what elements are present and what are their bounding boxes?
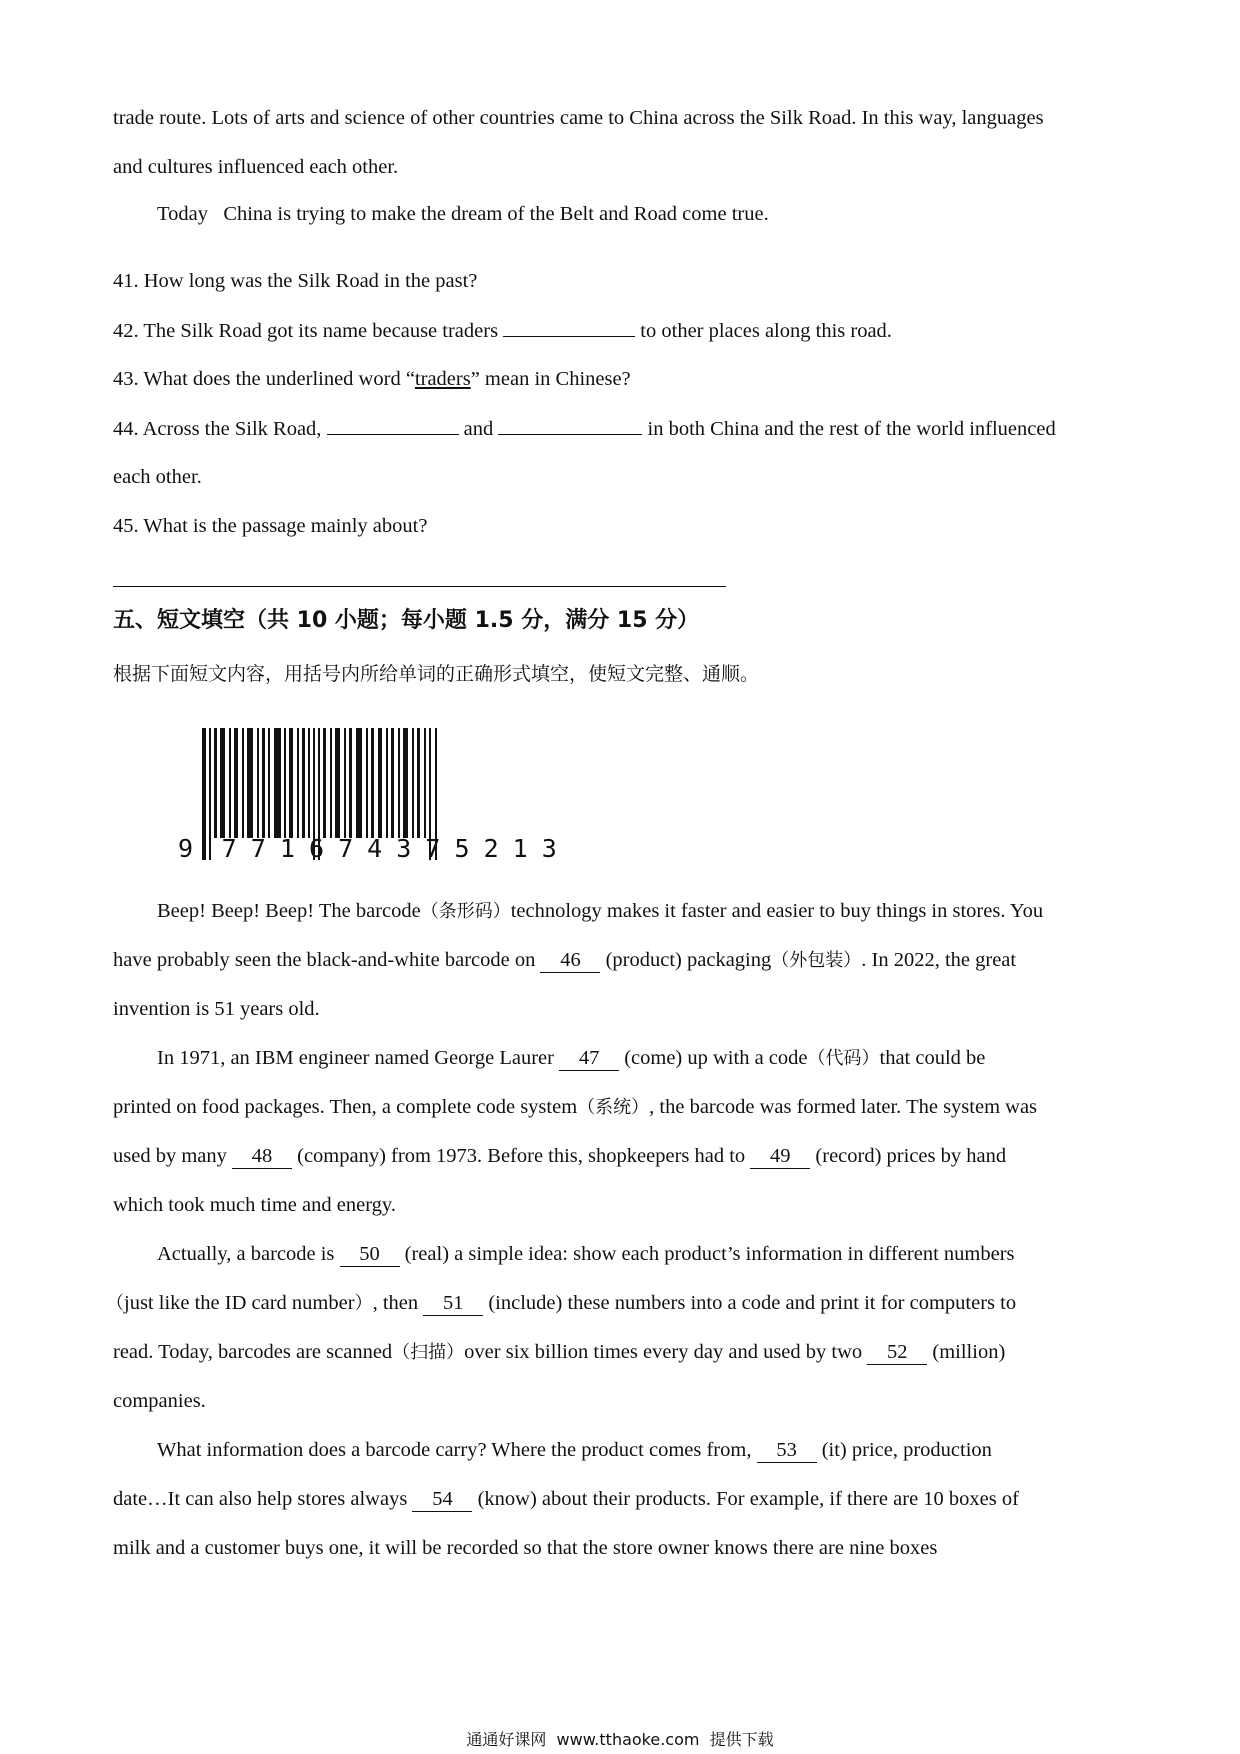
text: have probably seen the black-and-white barcode on (113, 949, 536, 971)
text: printed on food packages. Then, a complete code system (113, 1096, 578, 1118)
question-42 (113, 316, 1123, 345)
question-45: 45. What is the passage mainly about? (113, 515, 428, 537)
paragraph-4-line (113, 1485, 1123, 1513)
passage-line: trade route. Lots of arts and science of other countries came to China across the Silk Road. In this way, languages (113, 107, 1044, 129)
passage-line: Today China is trying to make the dream of the Belt and Road come true. (157, 203, 769, 225)
text: used by many (113, 1145, 227, 1167)
text: (product) packaging (605, 949, 772, 971)
text: (know) about their products. For example, if there are 10 boxes of (477, 1488, 1019, 1510)
blank-48[interactable]: 48 (232, 1144, 292, 1169)
answer-blank[interactable] (503, 316, 635, 337)
paragraph-2-line (113, 1093, 1123, 1122)
underlined-word: traders (414, 368, 471, 390)
cn-gloss: （扫描） (392, 1342, 465, 1363)
passage-line: and cultures influenced each other. (113, 156, 399, 178)
text: that could be (879, 1047, 986, 1069)
cn-gloss: （系统） (577, 1097, 650, 1118)
section-instruction: 根据下面短文内容，用括号内所给单词的正确形式填空，使短文完整、通顺。 (113, 663, 760, 685)
paragraph-1-line (113, 946, 1123, 975)
answer-line[interactable] (113, 586, 726, 587)
text: (come) up with a code (624, 1047, 808, 1069)
question-text: to other places along this road. (640, 320, 892, 342)
blank-49[interactable]: 49 (750, 1144, 810, 1169)
text: , then (372, 1292, 419, 1314)
question-text: ” mean in Chinese? (470, 368, 631, 390)
barcode-image (174, 720, 557, 870)
paragraph-1-line: invention is 51 years old. (113, 998, 320, 1020)
question-44-cont: each other. (113, 466, 202, 488)
paragraph-3-line (113, 1338, 1123, 1367)
answer-blank[interactable] (327, 414, 459, 435)
question-text: 42. The Silk Road got its name because traders (113, 320, 499, 342)
paragraph-3-line: companies. (113, 1390, 206, 1412)
cn-gloss: （代码） (807, 1048, 880, 1069)
paragraph-1-line (157, 897, 1123, 926)
text: In 1971, an IBM engineer named George Laurer (157, 1047, 554, 1069)
blank-46[interactable]: 46 (540, 948, 600, 973)
question-text: and (463, 418, 494, 440)
blank-52[interactable]: 52 (867, 1340, 927, 1365)
barcode-digits: 9 7 7 1 6 7 4 3 7 5 2 1 3 (178, 834, 557, 863)
paragraph-2-line (113, 1142, 1123, 1170)
blank-51[interactable]: 51 (423, 1291, 483, 1316)
text: (million) (932, 1341, 1006, 1363)
text: . In 2022, the great (861, 949, 1017, 971)
text: (company) from 1973. Before this, shopkeepers had to (297, 1145, 746, 1167)
blank-47[interactable]: 47 (559, 1046, 619, 1071)
text: (it) price, production (821, 1439, 992, 1461)
text: (real) a simple idea: show each product’s information in different numbers (404, 1243, 1015, 1265)
text: read. Today, barcodes are scanned (113, 1341, 393, 1363)
cn-gloss: （外包装） (771, 950, 862, 971)
text: technology makes it faster and easier to buy things in stores. You (510, 900, 1044, 922)
section-title: 五、短文填空（共 10 小题；每小题 1.5 分，满分 15 分） (113, 608, 700, 633)
question-text: in both China and the rest of the world influenced (647, 418, 1056, 440)
text: (include) these numbers into a code and print it for computers to (488, 1292, 1017, 1314)
paragraph-2-line: which took much time and energy. (113, 1194, 396, 1216)
text: over six billion times every day and used by two (464, 1341, 863, 1363)
text: Beep! Beep! Beep! The barcode (157, 900, 421, 922)
text: What information does a barcode carry? Where the product comes from, (157, 1439, 752, 1461)
blank-54[interactable]: 54 (412, 1487, 472, 1512)
question-43 (113, 365, 1123, 393)
blank-50[interactable]: 50 (340, 1242, 400, 1267)
question-44 (113, 414, 1123, 443)
text: , the barcode was formed later. The system was (649, 1096, 1038, 1118)
answer-blank[interactable] (498, 414, 642, 435)
text: (record) prices by hand (815, 1145, 1007, 1167)
paragraph-2-line (157, 1044, 1123, 1073)
paragraph-4-line (157, 1436, 1123, 1464)
question-41: 41. How long was the Silk Road in the past? (113, 270, 478, 292)
cn-gloss: （条形码） (420, 901, 511, 922)
blank-53[interactable]: 53 (757, 1438, 817, 1463)
text: date…It can also help stores always (113, 1488, 408, 1510)
cn-paren: ） (354, 1293, 373, 1314)
paragraph-4-line: milk and a customer buys one, it will be recorded so that the store owner knows there are nine boxes (113, 1537, 938, 1559)
cn-paren: （ (106, 1293, 124, 1314)
question-text: 43. What does the underlined word “ (113, 368, 415, 390)
text: just like the ID card number (124, 1292, 355, 1314)
page-footer: 通通好课网 www.tthaoke.com 提供下载 (466, 1730, 774, 1749)
paragraph-3-line (157, 1240, 1123, 1268)
question-text: 44. Across the Silk Road, (113, 418, 322, 440)
paragraph-3-line (106, 1289, 1116, 1318)
text: Actually, a barcode is (157, 1243, 335, 1265)
